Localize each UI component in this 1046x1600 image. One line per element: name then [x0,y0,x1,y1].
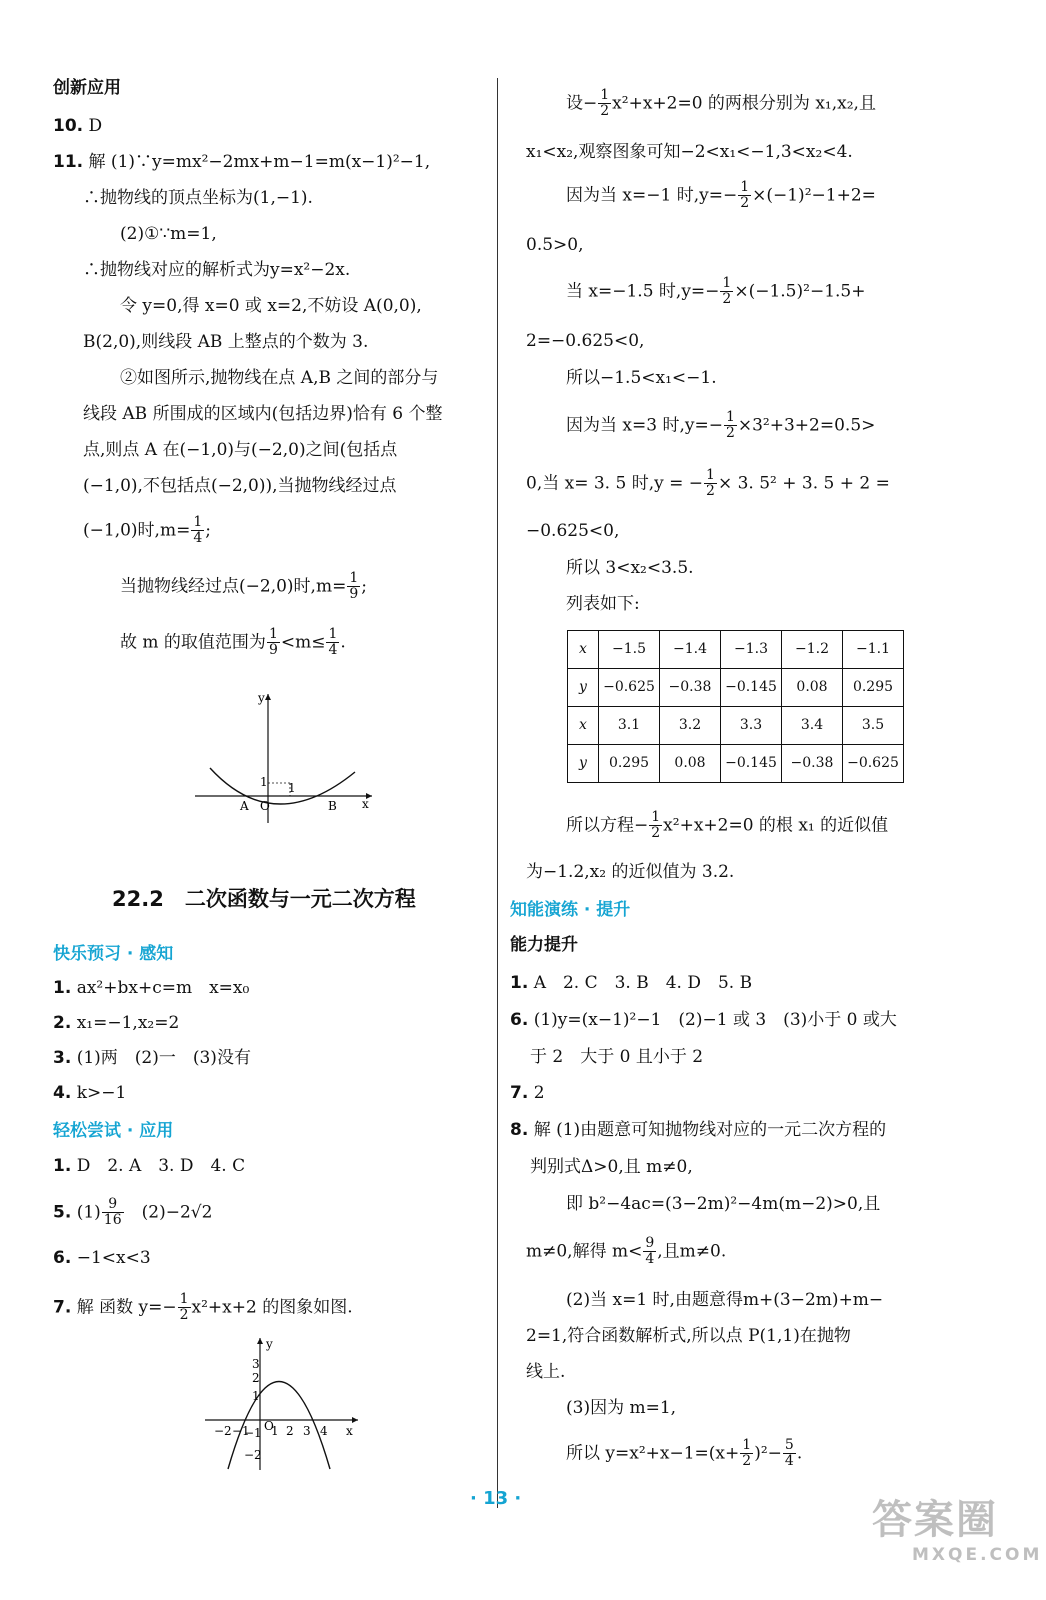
text: 0,当 x= 3. 5 时,y = − [526,473,704,494]
denominator: 2 [742,1453,752,1470]
answer: 解 (1)由题意可知抛物线对应的一元二次方程的 [533,1120,887,1140]
text-line [526,1236,726,1268]
text: 当抛物线经过点(−2,0)时,m= [120,576,347,597]
axis-x-label: x [362,797,369,811]
table-cell: −0.145 [721,669,782,707]
numerator: 1 [740,179,750,195]
denominator: 2 [740,195,750,212]
question-number: 8. [510,1120,529,1140]
y-tick-label: 1 [252,1389,260,1403]
question-number: 1. [53,1156,72,1176]
numerator: 9 [645,1235,655,1251]
section-heading: 快乐预习 · 感知 [53,944,174,964]
origin-label: O [260,799,270,813]
text: (2)−2√2 [141,1202,213,1223]
text: 所以 y=x²+x−1=(x+ [566,1443,740,1464]
question-number: 1. [53,978,72,998]
text-line [566,810,888,842]
text-line: 线上. [526,1362,566,1382]
numerator: 1 [725,409,735,425]
answer-line [53,978,249,999]
denominator: 2 [725,425,735,442]
text-line [83,515,211,547]
text-line: 点,则点 A 在(−1,0)与(−2,0)之间(包括点 [83,440,398,460]
table-cell: 0.295 [843,669,904,707]
text: 设− [566,93,598,114]
text: 解 函数 y=− [76,1297,177,1318]
fraction [178,1292,191,1324]
text: × 3. 5² + 3. 5 + 2 = [717,473,890,494]
text-line: (3)因为 m=1, [566,1398,677,1418]
numerator: 1 [742,1437,752,1453]
y-tick-label: 3 [252,1357,260,1371]
text-line: 2=−0.625<0, [526,331,645,351]
table-cell: 3.5 [843,707,904,745]
numerator: 1 [328,626,338,642]
answer: A 2. C 3. B 4. D 5. B [533,973,753,993]
text-line [526,468,890,500]
fraction [783,1438,796,1470]
answer-line [53,1292,353,1324]
text-line [120,571,367,603]
question-number: 4. [53,1083,72,1103]
table-cell: −0.625 [599,669,660,707]
text-line [566,276,865,308]
x-tick-label: 2 [286,1424,294,1438]
answer-line [53,1048,251,1069]
denominator: 4 [328,642,338,659]
row-header: y [568,669,599,707]
answer: 2 [533,1083,545,1103]
row-header: x [568,707,599,745]
x-tick-label: −1 [232,1424,250,1438]
table-cell: −0.625 [843,745,904,783]
text-line: ∴抛物线对应的解析式为y=x²−2x. [83,260,351,280]
numerator: 1 [722,275,732,291]
text: ,且m≠0. [657,1241,727,1262]
point-label-b: B [328,799,337,813]
numerator: 1 [193,514,203,530]
text: . [340,632,346,653]
denominator: 16 [103,1212,122,1229]
table-cell: −0.38 [782,745,843,783]
text: ×(−1.5)²−1.5+ [734,281,866,302]
numerator: 1 [268,626,278,642]
text-line: 线段 AB 所围成的区域内(包括边界)恰有 6 个整 [83,404,443,424]
x-tick-label: −2 [214,1424,232,1438]
question-number: 11. [53,152,84,172]
text-line: x₁<x₂,观察图象可知−2<x₁<−1,3<x₂<4. [526,142,853,162]
denominator: 2 [722,291,732,308]
text: . [796,1443,803,1464]
question-11 [53,152,430,173]
table-cell: −1.3 [721,631,782,669]
text-line: B(2,0),则线段 AB 上整点的个数为 3. [83,332,369,352]
text-line: 为−1.2,x₂ 的近似值为 3.2. [526,862,735,882]
fraction [326,627,339,659]
table-row [568,631,904,669]
denominator: 2 [651,825,661,842]
text-line: (2)当 x=1 时,由题意得m+(3−2m)+m− [566,1290,884,1310]
text: (1) [76,1202,101,1223]
fraction [643,1236,656,1268]
table-cell: 0.295 [599,745,660,783]
answer-line [510,1120,886,1141]
column-divider [497,78,498,1508]
fraction [347,571,360,603]
table-row [568,745,904,783]
point-label-a: A [240,799,249,813]
denominator: 2 [179,1307,189,1324]
question-number: 6. [510,1010,529,1030]
table-cell: 0.08 [660,745,721,783]
axis-x-label: x [346,1424,353,1438]
numerator: 5 [784,1437,794,1453]
fraction [724,410,737,442]
fraction [267,627,280,659]
text-line: (−1,0),不包括点(−2,0)),当抛物线经过点 [83,476,397,496]
parabola-graph-2 [200,1334,365,1472]
denominator: 2 [706,483,715,500]
numerator: 1 [349,570,359,586]
page-number: · 13 · [470,1488,522,1509]
question-10 [53,116,102,137]
table-row [568,707,904,745]
denominator: 2 [600,103,610,120]
text: ; [205,520,211,541]
x-tick-label: 3 [303,1424,311,1438]
fraction [738,180,751,212]
answer: (1)两 (2)一 (3)没有 [76,1048,251,1068]
y-tick-label: −1 [244,1426,262,1440]
x-tick-label: 4 [320,1424,328,1438]
table-cell: −1.5 [599,631,660,669]
fraction [740,1438,753,1470]
axis-y-label: y [266,1337,273,1351]
fraction [598,88,611,120]
tick-label: 1 [288,781,296,795]
text: x²+x+2 的图象如图. [191,1297,353,1318]
answer: D [88,116,103,136]
section-heading: 能力提升 [510,935,578,955]
text-line [566,1438,802,1470]
question-number: 7. [510,1083,529,1103]
answer-line [53,1197,212,1229]
fraction [720,276,733,308]
answer-line [53,1248,151,1269]
table-row [568,669,904,707]
text: 因为当 x=3 时,y=− [566,415,723,436]
answer: k>−1 [76,1083,127,1103]
answer-line [510,973,752,994]
answer-line [53,1156,245,1177]
y-tick-labels [244,1357,262,1462]
text-line: 解 (1)∵y=mx²−2mx+m−1=m(x−1)²−1, [88,152,431,172]
parabola-graph-1 [190,688,380,828]
axis-y-label: y [258,691,265,705]
watermark [872,1495,1042,1566]
text-line: ②如图所示,抛物线在点 A,B 之间的部分与 [120,368,439,388]
text: ; [361,576,367,597]
table-cell: 3.4 [782,707,843,745]
y-tick-label: −2 [244,1448,262,1462]
section-heading: 创新应用 [53,78,121,98]
x-tick-label: 1 [271,1424,279,1438]
answer: x₁=−1,x₂=2 [76,1013,180,1033]
table-cell: 0.08 [782,669,843,707]
text-line [120,627,346,659]
question-number: 2. [53,1013,72,1033]
answer: (1)y=(x−1)²−1 (2)−1 或 3 (3)小于 0 或大 [533,1010,897,1030]
text-line: −0.625<0, [526,521,620,541]
answer: −1<x<3 [76,1248,151,1268]
section-heading: 轻松尝试 · 应用 [53,1121,174,1141]
table-cell: 3.1 [599,707,660,745]
table-cell: −1.2 [782,631,843,669]
table-cell: −1.1 [843,631,904,669]
text-line: 所以−1.5<x₁<−1. [566,368,717,388]
text: (−1,0)时,m= [83,520,191,541]
text-line [566,410,875,442]
section-heading: 知能演练 · 提升 [510,900,631,920]
text: 因为当 x=−1 时,y=− [566,185,738,206]
text: )²− [754,1443,782,1464]
row-header: x [568,631,599,669]
text-line: 判别式Δ>0,且 m≠0, [530,1157,693,1177]
table-cell: −0.145 [721,745,782,783]
numerator: 1 [651,809,661,825]
x-tick-labels [214,1424,328,1438]
text-line: 列表如下: [566,594,640,614]
fraction [191,515,204,547]
values-table [567,630,904,783]
text: m≠0,解得 m< [526,1241,643,1262]
numerator: 9 [102,1197,124,1213]
text-line [566,88,876,120]
watermark-logo: 答案圈 [872,1497,998,1543]
text-line: 即 b²−4ac=(3−2m)²−4m(m−2)>0,且 [566,1194,881,1214]
question-number: 10. [53,116,84,136]
text-line: ∴抛物线的顶点坐标为(1,−1). [83,188,313,208]
fraction [102,1197,124,1229]
text-line: 所以 3<x₂<3.5. [566,558,694,578]
text: 故 m 的取值范围为 [120,632,266,653]
row-header: y [568,745,599,783]
text: ×(−1)²−1+2= [752,185,876,206]
tick-label: 1 [260,775,268,789]
answer-line [510,1010,897,1031]
text-line: (2)①∵m=1, [120,224,217,244]
table-cell: 3.2 [660,707,721,745]
chapter-title: 22.2 二次函数与一元二次方程 [112,887,416,911]
text: x²+x+2=0 的两根分别为 x₁,x₂,且 [612,93,876,114]
table-cell: 3.3 [721,707,782,745]
answer: ax²+bx+c=m x=x₀ [76,978,250,998]
answer-line [510,1083,545,1104]
fraction [704,468,717,500]
fraction [649,810,662,842]
text-line: 于 2 大于 0 且小于 2 [530,1047,704,1067]
table-cell: −1.4 [660,631,721,669]
text: 所以方程− [566,815,649,836]
denominator: 9 [268,642,278,659]
text: <m≤ [280,632,326,653]
denominator: 4 [193,530,203,547]
question-number: 5. [53,1202,72,1223]
text-line: 0.5>0, [526,235,584,255]
answer-line [53,1013,179,1034]
answer-line [53,1083,126,1104]
denominator: 4 [645,1251,655,1268]
denominator: 4 [784,1453,794,1470]
table-cell: −0.38 [660,669,721,707]
question-number: 1. [510,973,529,993]
denominator: 9 [349,586,359,603]
text-line [566,180,876,212]
text: 当 x=−1.5 时,y=− [566,281,720,302]
question-number: 3. [53,1048,72,1068]
text: ×3²+3+2=0.5> [737,415,876,436]
text-line: 令 y=0,得 x=0 或 x=2,不妨设 A(0,0), [120,296,422,316]
numerator: 1 [600,87,610,103]
origin-label: O [264,1419,274,1433]
left-column [0,0,500,1520]
y-tick-label: 2 [252,1371,260,1385]
watermark-url: MXQE.COM [912,1545,1043,1565]
question-number: 7. [53,1297,72,1318]
numerator: 1 [179,1291,189,1307]
text-line: 2=1,符合函数解析式,所以点 P(1,1)在抛物 [526,1326,851,1346]
numerator: 1 [706,467,715,483]
question-number: 6. [53,1248,72,1268]
text: x²+x+2=0 的根 x₁ 的近似值 [663,815,889,836]
answer: D 2. A 3. D 4. C [76,1156,246,1176]
